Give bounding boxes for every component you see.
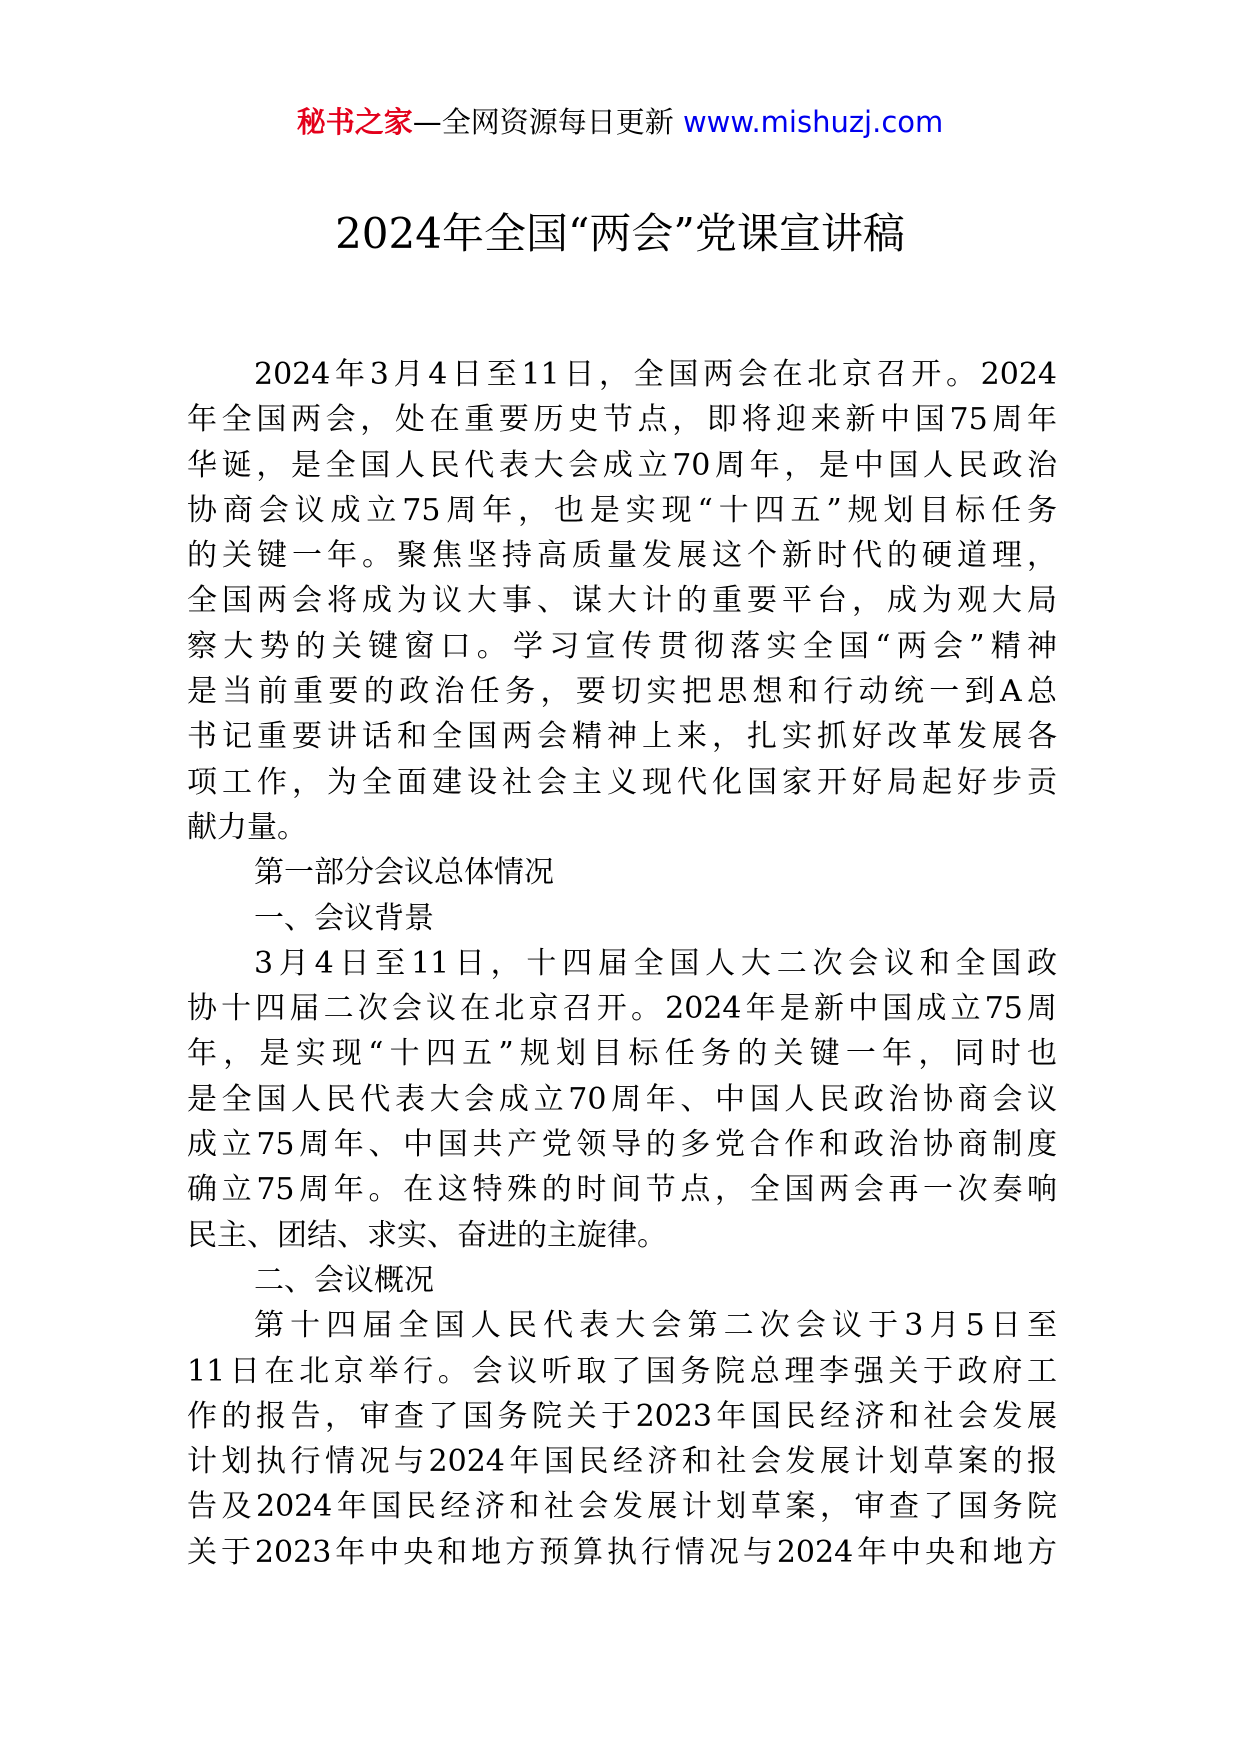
site-tagline: —全网资源每日更新 — [412, 105, 674, 139]
body-line: 11日在北京举行。会议听取了国务院总理李强关于政府工 — [187, 1353, 1057, 1389]
site-brand: 秘书之家 — [296, 105, 413, 139]
body-line: 全国两会将成为议大事、谋大计的重要平台，成为观大局 — [187, 583, 1057, 619]
body-line: 书记重要讲话和全国两会精神上来，扎实抓好改革发展各 — [187, 719, 1057, 755]
body-line: 献力量。 — [187, 809, 307, 845]
body-line: 年，是实现“十四五”规划目标任务的关键一年，同时也 — [187, 1036, 1057, 1072]
body-line: 计划执行情况与2024年国民经济和社会发展计划草案的报 — [187, 1444, 1057, 1480]
body-line: 关于2023年中央和地方预算执行情况与2024年中央和地方 — [187, 1534, 1057, 1570]
site-url-link[interactable]: www.mishuzj.com — [682, 105, 944, 139]
body-line: 告及2024年国民经济和社会发展计划草案，审查了国务院 — [187, 1489, 1057, 1525]
body-line: 的关键一年。聚焦坚持高质量发展这个新时代的硬道理， — [187, 538, 1057, 574]
body-line: 察大势的关键窗口。学习宣传贯彻落实全国“两会”精神 — [187, 628, 1057, 664]
body-line: 民主、团结、求实、奋进的主旋律。 — [187, 1217, 667, 1253]
subsection-heading: 二、会议概况 — [254, 1262, 434, 1298]
document-body — [187, 352, 1057, 1575]
body-line: 是当前重要的政治任务，要切实把思想和行动统一到A总 — [187, 674, 1057, 710]
body-line: 2024年3月4日至11日，全国两会在北京召开。2024 — [254, 357, 1057, 392]
body-line: 成立75周年、中国共产党领导的多党合作和政治协商制度 — [187, 1127, 1057, 1163]
body-line: 确立75周年。在这特殊的时间节点，全国两会再一次奏响 — [187, 1172, 1057, 1208]
document-title: 2024年全国“两会”党课宣讲稿 — [335, 209, 905, 258]
site-header — [0, 100, 1240, 144]
body-line: 项工作，为全面建设社会主义现代化国家开好局起好步贡 — [187, 764, 1057, 800]
body-line: 协商会议成立75周年，也是实现“十四五”规划目标任务 — [187, 492, 1057, 528]
subsection-heading: 一、会议背景 — [254, 900, 434, 936]
body-line: 3月4日至11日，十四届全国人大二次会议和全国政 — [254, 945, 1057, 981]
body-line: 作的报告，审查了国务院关于2023年国民经济和社会发展 — [187, 1398, 1057, 1434]
body-line: 协十四届二次会议在北京召开。2024年是新中国成立75周 — [187, 991, 1057, 1027]
body-line: 年全国两会，处在重要历史节点，即将迎来新中国75周年 — [187, 402, 1057, 438]
section-heading: 第一部分会议总体情况 — [254, 855, 554, 891]
body-line: 华诞，是全国人民代表大会成立70周年，是中国人民政治 — [187, 447, 1057, 483]
body-line: 第十四届全国人民代表大会第二次会议于3月5日至 — [254, 1308, 1057, 1344]
body-line: 是全国人民代表大会成立70周年、中国人民政治协商会议 — [187, 1081, 1057, 1117]
